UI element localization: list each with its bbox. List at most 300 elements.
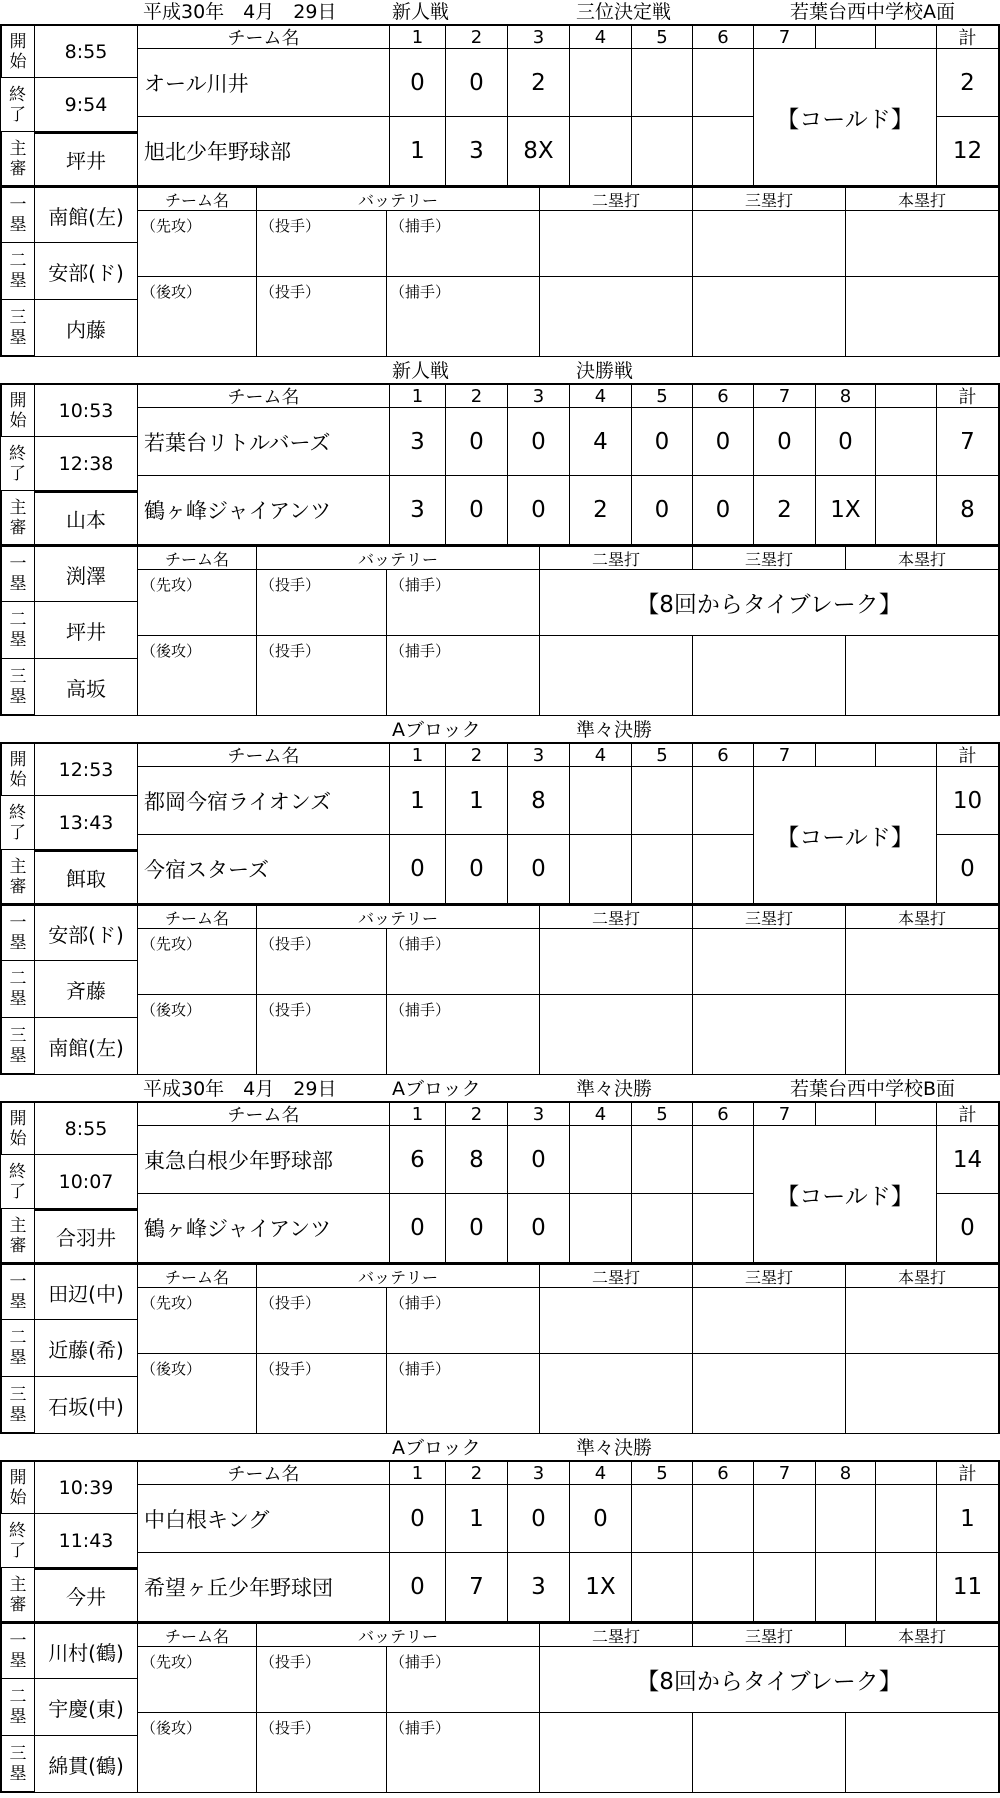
bottom-team-cell: （後攻） (138, 1713, 257, 1793)
team-total: 0 (937, 1194, 1000, 1263)
umpire-label (0, 491, 35, 545)
inning-score (876, 1485, 937, 1553)
start-label (0, 383, 35, 437)
inning-score (570, 1194, 632, 1263)
homerun-cell (846, 995, 1000, 1075)
team-total: 11 (937, 1553, 1000, 1622)
triple-cell (693, 277, 846, 357)
second-base-label (0, 1679, 35, 1736)
start-label (0, 1101, 35, 1155)
score-table (0, 383, 1000, 716)
triple-header: 三塁打 (693, 1622, 846, 1647)
inning-header: 7 (754, 742, 816, 767)
vertical-char: 終 (9, 443, 26, 464)
inning-header (876, 742, 937, 767)
inning-score (754, 1485, 816, 1553)
total-header: 計 (937, 1460, 1000, 1485)
inning-header: 4 (570, 383, 632, 408)
triple-cell (693, 1288, 846, 1354)
plate-umpire: 合羽井 (35, 1209, 138, 1263)
pitcher-cell: （投手） (257, 995, 387, 1075)
battery-header: バッテリー (257, 186, 540, 211)
inning-score: 0 (693, 476, 754, 545)
start-time: 12:53 (35, 742, 138, 796)
inning-score: 7 (446, 1553, 508, 1622)
double-header: 二塁打 (540, 1622, 693, 1647)
vertical-char: 三 (9, 1743, 27, 1764)
team-name: 鶴ヶ峰ジャイアンツ (138, 1194, 390, 1263)
inning-score (570, 767, 632, 835)
vertical-char: 審 (9, 876, 27, 897)
triple-cell (693, 1713, 846, 1793)
inning-score: 1 (390, 767, 446, 835)
third-base-umpire: 南館(左) (35, 1018, 138, 1075)
homerun-cell (846, 1288, 1000, 1354)
tiebreak-note: 【8回からタイブレーク】 (540, 1647, 1000, 1713)
bottom-team-cell: （後攻） (138, 277, 257, 357)
game-category: Aブロック (392, 1437, 481, 1459)
end-time: 12:38 (35, 437, 138, 491)
vertical-char: 終 (9, 802, 26, 823)
double-cell (540, 929, 693, 995)
homerun-header: 本塁打 (846, 186, 1000, 211)
batting-team-header: チーム名 (138, 1263, 257, 1288)
vertical-char: 一 (9, 1631, 27, 1651)
inning-header: 4 (570, 1101, 632, 1126)
vertical-char: 開 (9, 1108, 27, 1129)
inning-score (876, 408, 937, 476)
inning-score (632, 1485, 693, 1553)
inning-score (632, 1126, 693, 1194)
start-time: 8:55 (35, 24, 138, 78)
triple-cell (693, 1354, 846, 1434)
second-base-umpire: 宇慶(東) (35, 1679, 138, 1736)
inning-score: 0 (508, 408, 570, 476)
total-header: 計 (937, 742, 1000, 767)
inning-score: 8 (446, 1126, 508, 1194)
triple-cell (693, 995, 846, 1075)
vertical-char: 始 (9, 1487, 27, 1508)
second-base-label (0, 1320, 35, 1377)
total-header: 計 (937, 383, 1000, 408)
inning-score (570, 117, 632, 186)
inning-score (693, 1485, 754, 1553)
tiebreak-note: 【8回からタイブレーク】 (540, 570, 1000, 636)
inning-score: 1 (390, 117, 446, 186)
homerun-cell (846, 211, 1000, 277)
vertical-char: 始 (9, 1128, 27, 1149)
first-base-umpire: 渕澤 (35, 545, 138, 602)
vertical-char: 始 (9, 769, 27, 790)
vertical-char: 二 (9, 251, 27, 271)
inning-score (632, 1553, 693, 1622)
vertical-char: 主 (9, 1215, 27, 1236)
game-block (0, 1077, 1000, 1436)
score-table (0, 1101, 1000, 1434)
team-total: 2 (937, 49, 1000, 117)
game-date: 平成30年 4月 29日 (143, 1078, 337, 1100)
catcher-cell: （捕手） (387, 929, 540, 995)
team-total: 0 (937, 835, 1000, 904)
inning-score: 0 (632, 408, 693, 476)
third-base-label (0, 300, 35, 357)
vertical-char: 了 (9, 104, 26, 125)
double-cell (540, 1288, 693, 1354)
end-label (0, 78, 35, 132)
catcher-cell: （捕手） (387, 277, 540, 357)
game-category: Aブロック (392, 1078, 481, 1100)
batting-team-header: チーム名 (138, 1622, 257, 1647)
inning-header: 7 (754, 24, 816, 49)
homerun-cell (846, 277, 1000, 357)
end-time: 13:43 (35, 796, 138, 850)
inning-score (632, 117, 693, 186)
umpire-label (0, 1568, 35, 1622)
inning-score: 4 (570, 408, 632, 476)
inning-header: 3 (508, 383, 570, 408)
team-total: 8 (937, 476, 1000, 545)
inning-header: 3 (508, 742, 570, 767)
bottom-team-cell: （後攻） (138, 995, 257, 1075)
vertical-char: 開 (9, 749, 27, 770)
inning-score: 3 (508, 1553, 570, 1622)
inning-score: 0 (390, 49, 446, 117)
inning-score (876, 1553, 937, 1622)
vertical-char: 了 (9, 1181, 26, 1202)
vertical-char: 二 (9, 610, 27, 630)
team-name: 希望ヶ丘少年野球団 (138, 1553, 390, 1622)
triple-cell (693, 636, 846, 716)
plate-umpire: 坪井 (35, 132, 138, 186)
second-base-umpire: 安部(ド) (35, 243, 138, 300)
vertical-char: 終 (9, 1161, 26, 1182)
inning-score: 0 (632, 476, 693, 545)
vertical-char: 主 (9, 497, 27, 518)
inning-header: 1 (390, 742, 446, 767)
game-block (0, 718, 1000, 1077)
end-label (0, 1514, 35, 1568)
vertical-char: 終 (9, 84, 26, 105)
catcher-cell: （捕手） (387, 211, 540, 277)
vertical-char: 終 (9, 1520, 26, 1541)
team-name-header: チーム名 (138, 742, 390, 767)
inning-score: 2 (570, 476, 632, 545)
inning-score: 0 (446, 49, 508, 117)
third-base-umpire: 内藤 (35, 300, 138, 357)
vertical-char: 塁 (9, 1045, 27, 1066)
inning-header (876, 1101, 937, 1126)
first-base-umpire: 田辺(中) (35, 1263, 138, 1320)
third-base-umpire: 石坂(中) (35, 1377, 138, 1434)
catcher-cell: （捕手） (387, 1288, 540, 1354)
top-team-cell: （先攻） (138, 1647, 257, 1713)
inning-header: 6 (693, 1101, 754, 1126)
first-base-label (0, 186, 35, 243)
start-label (0, 742, 35, 796)
vertical-char: 塁 (9, 1292, 27, 1312)
inning-score: 0 (508, 1126, 570, 1194)
plate-umpire: 餌取 (35, 850, 138, 904)
pitcher-cell: （投手） (257, 211, 387, 277)
inning-header: 5 (632, 24, 693, 49)
game-venue: 若葉台西中学校B面 (790, 1078, 956, 1100)
homerun-cell (846, 929, 1000, 995)
triple-cell (693, 929, 846, 995)
double-cell (540, 1713, 693, 1793)
game-block (0, 359, 1000, 718)
homerun-cell (846, 636, 1000, 716)
inning-score: 0 (570, 1485, 632, 1553)
inning-score: 0 (446, 408, 508, 476)
vertical-char: 審 (9, 158, 27, 179)
inning-header: 2 (446, 24, 508, 49)
double-cell (540, 211, 693, 277)
pitcher-cell: （投手） (257, 1354, 387, 1434)
inning-header: 4 (570, 1460, 632, 1485)
inning-header: 7 (754, 1101, 816, 1126)
umpire-label (0, 132, 35, 186)
third-base-umpire: 綿貫(鶴) (35, 1736, 138, 1793)
end-time: 11:43 (35, 1514, 138, 1568)
called-game-note: 【コールド】 (754, 767, 937, 904)
vertical-char: 了 (9, 463, 26, 484)
vertical-char: 主 (9, 1574, 27, 1595)
bottom-team-cell: （後攻） (138, 1354, 257, 1434)
total-header: 計 (937, 24, 1000, 49)
score-table (0, 1460, 1000, 1793)
inning-score: 0 (390, 835, 446, 904)
start-time: 8:55 (35, 1101, 138, 1155)
inning-header: 1 (390, 383, 446, 408)
inning-score: 0 (693, 408, 754, 476)
inning-header: 2 (446, 1101, 508, 1126)
second-base-label (0, 961, 35, 1018)
inning-header: 4 (570, 24, 632, 49)
inning-header: 5 (632, 383, 693, 408)
game-venue: 若葉台西中学校A面 (790, 1, 955, 23)
double-cell (540, 1354, 693, 1434)
vertical-char: 一 (9, 195, 27, 215)
team-total: 7 (937, 408, 1000, 476)
team-total: 1 (937, 1485, 1000, 1553)
inning-score (632, 49, 693, 117)
inning-header (816, 24, 876, 49)
homerun-header: 本塁打 (846, 1622, 1000, 1647)
team-name: 中白根キング (138, 1485, 390, 1553)
catcher-cell: （捕手） (387, 1354, 540, 1434)
top-team-cell: （先攻） (138, 211, 257, 277)
double-header: 二塁打 (540, 1263, 693, 1288)
plate-umpire: 山本 (35, 491, 138, 545)
inning-header: 2 (446, 383, 508, 408)
inning-header (816, 742, 876, 767)
inning-score: 0 (446, 835, 508, 904)
inning-score: 1 (446, 1485, 508, 1553)
triple-cell (693, 211, 846, 277)
vertical-char: 塁 (9, 1404, 27, 1425)
vertical-char: 塁 (9, 574, 27, 594)
bottom-team-cell: （後攻） (138, 636, 257, 716)
team-name-header: チーム名 (138, 383, 390, 408)
inning-score: 1 (446, 767, 508, 835)
vertical-char: 開 (9, 1467, 27, 1488)
game-category: 新人戦 (392, 1, 450, 23)
vertical-char: 塁 (9, 215, 27, 235)
inning-header: 8 (816, 383, 876, 408)
inning-score: 8X (508, 117, 570, 186)
double-cell (540, 995, 693, 1075)
inning-score (693, 117, 754, 186)
inning-header: 7 (754, 1460, 816, 1485)
inning-header: 2 (446, 742, 508, 767)
inning-score (754, 1553, 816, 1622)
game-block (0, 0, 1000, 359)
double-cell (540, 636, 693, 716)
game-round: 決勝戦 (576, 360, 634, 382)
double-header: 二塁打 (540, 186, 693, 211)
catcher-cell: （捕手） (387, 995, 540, 1075)
homerun-header: 本塁打 (846, 904, 1000, 929)
vertical-char: 塁 (9, 271, 27, 291)
called-game-note: 【コールド】 (754, 49, 937, 186)
inning-score: 0 (754, 408, 816, 476)
double-header: 二塁打 (540, 545, 693, 570)
triple-header: 三塁打 (693, 186, 846, 211)
homerun-header: 本塁打 (846, 545, 1000, 570)
team-name: 都岡今宿ライオンズ (138, 767, 390, 835)
team-total: 14 (937, 1126, 1000, 1194)
homerun-header: 本塁打 (846, 1263, 1000, 1288)
end-time: 9:54 (35, 78, 138, 132)
inning-score (570, 49, 632, 117)
vertical-char: 開 (9, 390, 27, 411)
vertical-char: 審 (9, 517, 27, 538)
vertical-char: 一 (9, 913, 27, 933)
top-team-cell: （先攻） (138, 1288, 257, 1354)
vertical-char: 塁 (9, 630, 27, 650)
inning-header: 8 (816, 1460, 876, 1485)
inning-score: 1X (570, 1553, 632, 1622)
inning-score: 0 (816, 408, 876, 476)
battery-header: バッテリー (257, 904, 540, 929)
double-header: 二塁打 (540, 904, 693, 929)
umpire-label (0, 1209, 35, 1263)
vertical-char: 三 (9, 666, 27, 687)
catcher-cell: （捕手） (387, 636, 540, 716)
inning-score: 3 (390, 408, 446, 476)
start-label (0, 24, 35, 78)
inning-score (570, 1126, 632, 1194)
inning-header: 6 (693, 383, 754, 408)
inning-score: 3 (390, 476, 446, 545)
inning-score (693, 767, 754, 835)
vertical-char: 塁 (9, 327, 27, 348)
game-category: 新人戦 (392, 360, 450, 382)
inning-score (816, 1553, 876, 1622)
team-name-header: チーム名 (138, 1101, 390, 1126)
inning-score: 1X (816, 476, 876, 545)
second-base-label (0, 243, 35, 300)
team-total: 12 (937, 117, 1000, 186)
third-base-label (0, 1377, 35, 1434)
team-name-header: チーム名 (138, 24, 390, 49)
vertical-char: 二 (9, 1687, 27, 1707)
inning-header: 4 (570, 742, 632, 767)
team-name: 今宿スターズ (138, 835, 390, 904)
first-base-umpire: 川村(鶴) (35, 1622, 138, 1679)
top-team-cell: （先攻） (138, 929, 257, 995)
third-base-label (0, 659, 35, 716)
top-team-cell: （先攻） (138, 570, 257, 636)
inning-header (876, 383, 937, 408)
inning-score: 0 (508, 476, 570, 545)
inning-score: 0 (390, 1485, 446, 1553)
vertical-char: 了 (9, 1540, 26, 1561)
end-label (0, 1155, 35, 1209)
start-time: 10:53 (35, 383, 138, 437)
vertical-char: 審 (9, 1594, 27, 1615)
second-base-umpire: 近藤(希) (35, 1320, 138, 1377)
first-base-label (0, 1622, 35, 1679)
start-label (0, 1460, 35, 1514)
umpire-label (0, 850, 35, 904)
inning-score: 8 (508, 767, 570, 835)
inning-header: 7 (754, 383, 816, 408)
inning-header (876, 1460, 937, 1485)
triple-header: 三塁打 (693, 545, 846, 570)
pitcher-cell: （投手） (257, 570, 387, 636)
game-round: 準々決勝 (576, 1078, 653, 1100)
vertical-char: 二 (9, 969, 27, 989)
third-base-label (0, 1736, 35, 1793)
vertical-char: 塁 (9, 1348, 27, 1368)
plate-umpire: 今井 (35, 1568, 138, 1622)
vertical-char: 始 (9, 51, 27, 72)
vertical-char: 一 (9, 554, 27, 574)
vertical-char: 三 (9, 1025, 27, 1046)
inning-score (570, 835, 632, 904)
batting-team-header: チーム名 (138, 545, 257, 570)
inning-header: 5 (632, 1460, 693, 1485)
inning-header: 6 (693, 1460, 754, 1485)
second-base-umpire: 斉藤 (35, 961, 138, 1018)
vertical-char: 塁 (9, 989, 27, 1009)
inning-score: 0 (508, 1194, 570, 1263)
first-base-umpire: 南館(左) (35, 186, 138, 243)
inning-score: 0 (508, 835, 570, 904)
vertical-char: 塁 (9, 1763, 27, 1784)
vertical-char: 三 (9, 1384, 27, 1405)
pitcher-cell: （投手） (257, 277, 387, 357)
pitcher-cell: （投手） (257, 1288, 387, 1354)
inning-score: 3 (446, 117, 508, 186)
catcher-cell: （捕手） (387, 1713, 540, 1793)
third-base-umpire: 高坂 (35, 659, 138, 716)
batting-team-header: チーム名 (138, 904, 257, 929)
end-label (0, 796, 35, 850)
homerun-cell (846, 1354, 1000, 1434)
team-name: 東急白根少年野球部 (138, 1126, 390, 1194)
inning-score (693, 1194, 754, 1263)
inning-header: 3 (508, 1101, 570, 1126)
catcher-cell: （捕手） (387, 1647, 540, 1713)
called-game-note: 【コールド】 (754, 1126, 937, 1263)
inning-score: 0 (446, 476, 508, 545)
team-name-header: チーム名 (138, 1460, 390, 1485)
game-block (0, 1436, 1000, 1795)
start-time: 10:39 (35, 1460, 138, 1514)
vertical-char: 塁 (9, 1651, 27, 1671)
